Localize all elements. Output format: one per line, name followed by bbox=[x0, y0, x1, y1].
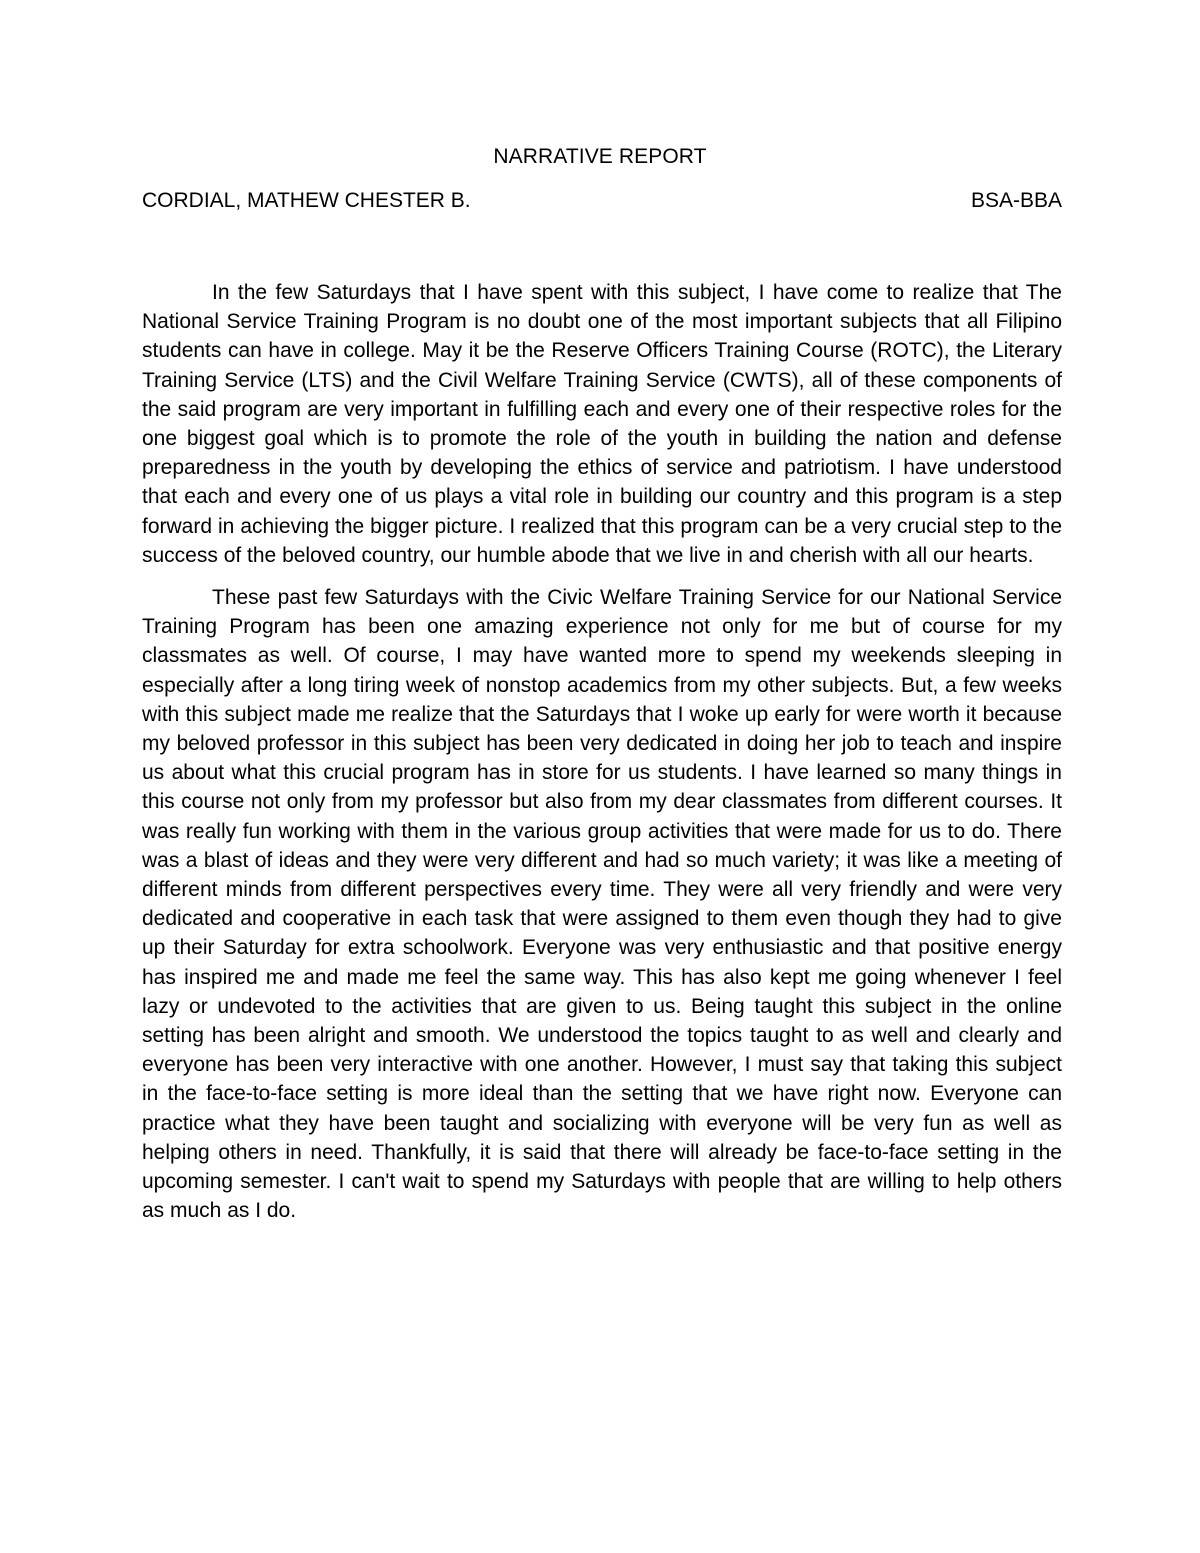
student-name: CORDIAL, MATHEW CHESTER B. bbox=[142, 189, 471, 212]
report-body bbox=[142, 278, 1062, 1226]
paragraph-1: In the few Saturdays that I have spent with this subject, I have come to realize that The National Service Training Program is no doubt one of the most important subjects that all Filipino students can have in college. May it be the Reserve Officers Training Course (ROTC), the Literary Training Service (LTS) and the Civil Welfare Training Service (CWTS), all of these components of the said program are very important in fulfilling each and every one of their respective roles for the one biggest goal which is to promote the role of the youth in building the nation and defense preparedness in the youth by developing the ethics of service and patriotism. I have understood that each and every one of us plays a vital role in building our country and this program is a step forward in achieving the bigger picture. I realized that this program can be a very crucial step to the success of the beloved country, our humble abode that we live in and cherish with all our hearts. bbox=[142, 281, 1062, 567]
paragraph-2: These past few Saturdays with the Civic Welfare Training Service for our National Service Training Program has been one amazing experience not only for me but of course for my classmates as well. Of course, I may have wanted more to spend my weekends sleeping in especially after a long tiring week of nonstop academics from my other subjects. But, a few weeks with this subject made me realize that the Saturdays that I woke up early for were worth it because my beloved professor in this subject has been very dedicated in doing her job to teach and inspire us about what this crucial program has in store for us students. I have learned so many things in this course not only from my professor but also from my dear classmates from different courses. It was really fun working with them in the various group activities that were made for us to do. There was a blast of ideas and they were very different and had so much variety; it was like a meeting of different minds from different perspectives every time. They were all very friendly and were very dedicated and cooperative in each task that were assigned to them even though they had to give up their Saturday for extra schoolwork. Everyone was very enthusiastic and that positive energy has inspired me and made me feel the same way. This has also kept me going whenever I feel lazy or undevoted to the activities that are given to us. Being taught this subject in the online setting has been alright and smooth. We understood the topics taught to as well and clearly and everyone has been very interactive with one another. However, I must say that taking this subject in the face-to-face setting is more ideal than the setting that we have right now. Everyone can practice what they have been taught and socializing with everyone will be very fun as well as helping others in need. Thankfully, it is said that there will already be face-to-face setting in the upcoming semester. I can't wait to spend my Saturdays with people that are willing to help others as much as I do. bbox=[142, 586, 1062, 1223]
student-course: BSA-BBA bbox=[970, 189, 1062, 212]
report-title: NARRATIVE REPORT bbox=[493, 145, 707, 168]
